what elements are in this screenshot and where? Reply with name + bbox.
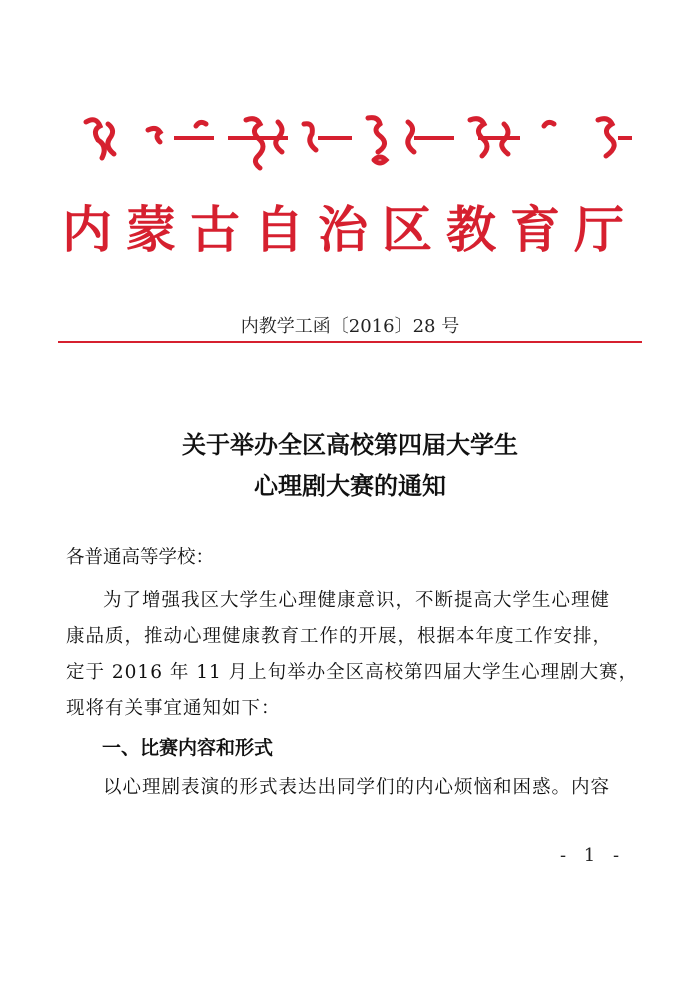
paragraph-2-line: 以心理剧表演的形式表达出同学们的内心烦恼和困惑。内容 (103, 777, 611, 798)
document-number: 内教学工函〔2016〕28 号 (240, 316, 460, 337)
paragraph-1 (66, 583, 646, 727)
mongolian-script-logo (78, 110, 638, 180)
section-heading: 一、比赛内容和形式 (102, 737, 274, 759)
red-divider (58, 341, 642, 343)
paragraph-1-line: 现将有关事宜通知如下： (66, 698, 281, 719)
page-number: - 1 - (560, 845, 626, 866)
org-name-heading: 内蒙古自治区教育厅 (62, 200, 638, 259)
notice-title-line2: 心理剧大赛的通知 (254, 471, 446, 500)
paragraph-1-line: 康品质，推动心理健康教育工作的开展，根据本年度工作安排， (66, 626, 613, 647)
salutation: 各普通高等学校： (66, 547, 215, 568)
paragraph-2 (66, 770, 646, 806)
paragraph-1-line: 为了增强我区大学生心理健康意识，不断提高大学生心理健 (103, 590, 611, 611)
paragraph-1-line: 定于 2016 年 11 月上旬举办全区高校第四届大学生心理剧大赛， (66, 662, 639, 683)
mongolian-script-icon (78, 110, 638, 180)
notice-title-line1: 关于举办全区高校第四届大学生 (182, 430, 518, 459)
